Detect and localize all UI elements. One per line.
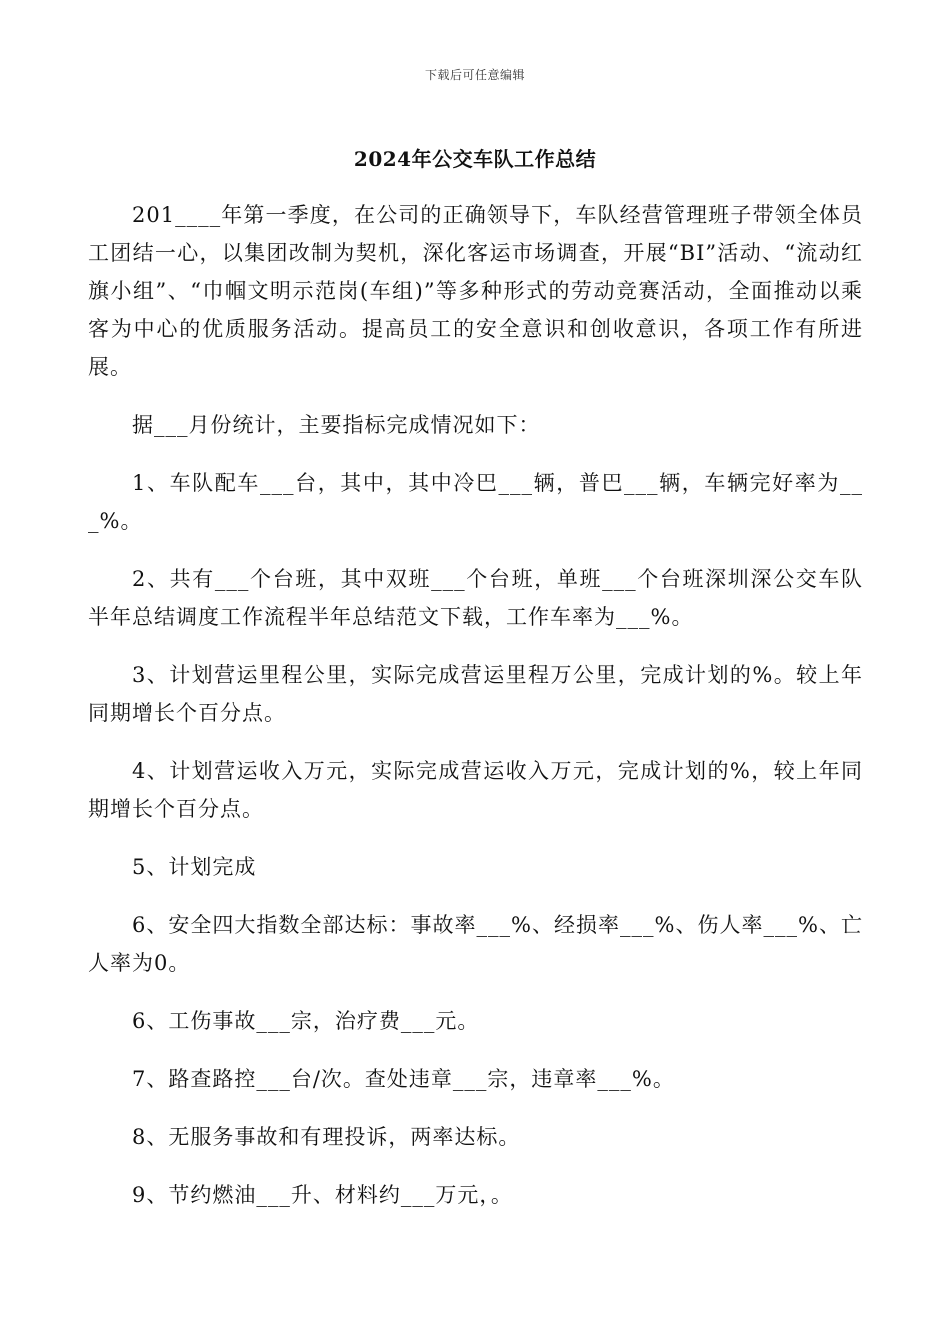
paragraph-item-2: 2、共有___个台班，其中双班___个台班，单班___个台班深圳深公交车队半年总结调度工作流程半年总结范文下载，工作车率为___%。 <box>88 567 863 629</box>
paragraph-intro: 201____年第一季度，在公司的正确领导下，车队经营管理班子带领全体员工团结一心，以集团改制为契机，深化客运市场调查，开展“BI”活动、“流动红旗小组”、“巾帼文明示范岗(车组)”等多种形式的劳动竞赛活动，全面推动以乘客为中心的优质服务活动。提高员工的安全意识和创收意识，各项工作有所进展。 <box>88 203 863 379</box>
paragraph-item-6-injury: 6、工伤事故___宗，治疗费___元。 <box>132 1009 480 1033</box>
paragraph-item-5: 5、计划完成 <box>132 855 257 879</box>
paragraph-item-8: 8、无服务事故和有理投诉，两率达标。 <box>132 1125 521 1149</box>
document-body <box>88 196 863 1234</box>
header-note: 下载后可任意编辑 <box>424 68 525 82</box>
document-title: 2024年公交车队工作总结 <box>353 147 597 171</box>
paragraph-item-1: 1、车队配车___台，其中，其中冷巴___辆，普巴___辆，车辆完好率为___%。 <box>88 471 863 533</box>
paragraph-item-7: 7、路查路控___台/次。查处违章___宗，违章率___%。 <box>132 1067 675 1091</box>
paragraph-item-6-safety: 6、安全四大指数全部达标：事故率___%、经损率___%、伤人率___%、亡人率为0。 <box>88 913 863 975</box>
paragraph-item-9: 9、节约燃油___升、材料约___万元，。 <box>132 1183 513 1207</box>
paragraph-statistics-lead: 据___月份统计，主要指标完成情况如下： <box>132 413 541 437</box>
paragraph-item-4: 4、计划营运收入万元，实际完成营运收入万元，完成计划的%，较上年同期增长个百分点。 <box>88 759 863 821</box>
paragraph-item-3: 3、计划营运里程公里，实际完成营运里程万公里，完成计划的%。较上年同期增长个百分点。 <box>88 663 863 725</box>
